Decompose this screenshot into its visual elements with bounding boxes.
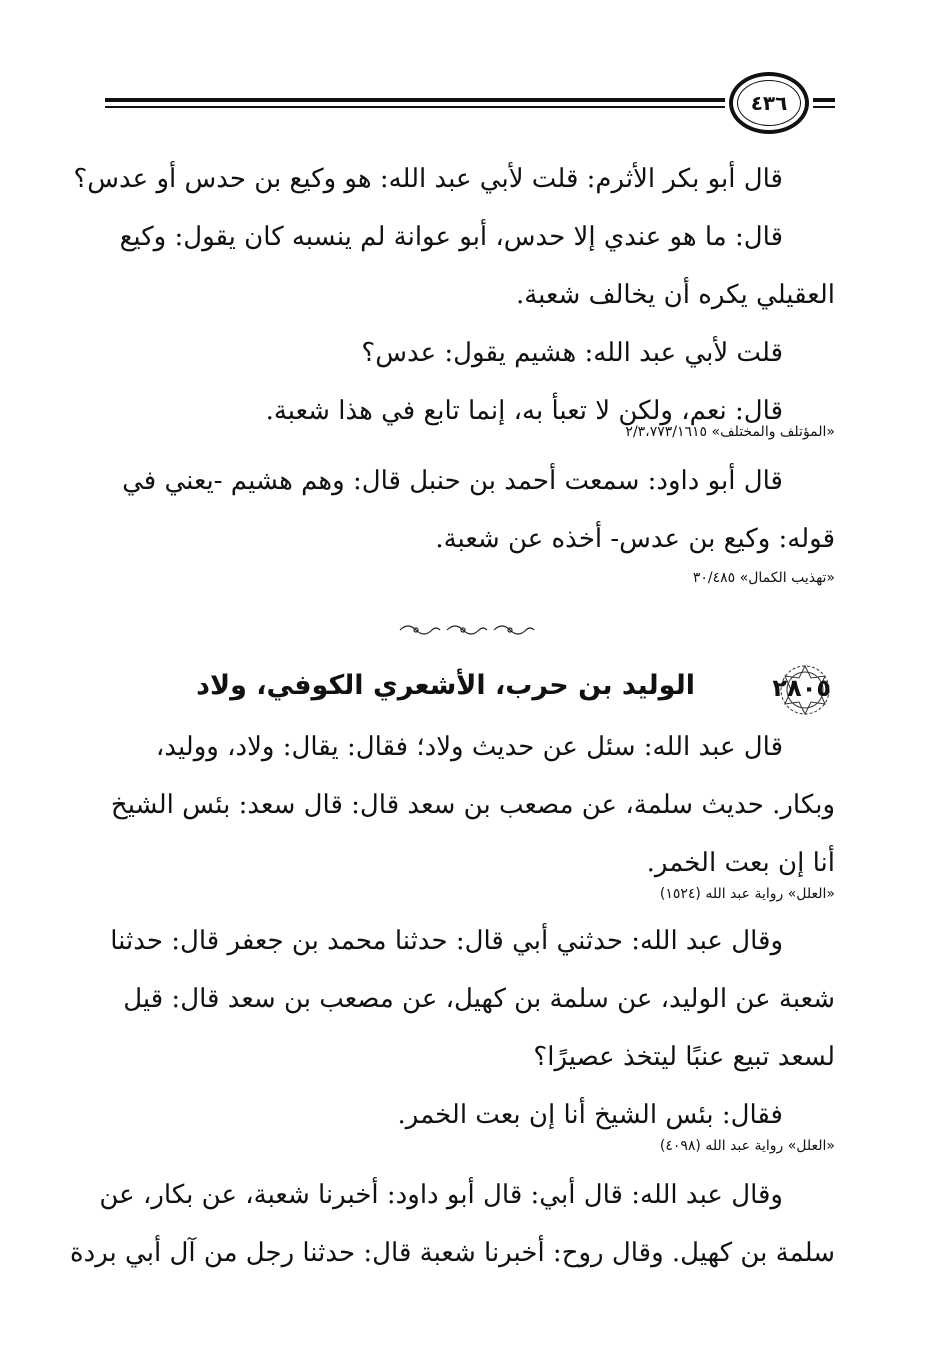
paragraph-block-2	[105, 452, 835, 568]
text-line: قال أبو بكر الأثرم: قلت لأبي عبد الله: هو وكيع بن حدس أو عدس؟	[73, 164, 783, 194]
header-rule	[105, 106, 725, 108]
entry-number: ٢٨٠٥	[772, 674, 831, 702]
text-line: قلت لأبي عبد الله: هشيم يقول: عدس؟	[361, 338, 783, 368]
text-line: قال عبد الله: سئل عن حديث ولاد؛ فقال: يقال: ولاد، ووليد،	[155, 732, 783, 762]
ornament-divider	[395, 622, 545, 638]
header-rule	[813, 106, 835, 108]
source-reference: «العلل» رواية عبد الله (١٥٢٤)	[659, 886, 835, 902]
source-reference: «المؤتلف والمختلف» ٢/٣،٧٧٣/١٦١٥	[625, 424, 835, 440]
text-line: وبكار. حديث سلمة، عن مصعب بن سعد قال: قال سعد: بئس الشيخ	[110, 790, 835, 820]
text-line: قال: نعم، ولكن لا تعبأ به، إنما تابع في هذا شعبة.	[265, 396, 783, 426]
text-line: قال: ما هو عندي إلا حدس، أبو عوانة لم ينسبه كان يقول: وكيع	[119, 222, 783, 252]
paragraph-block-4	[105, 912, 835, 1144]
header-rule	[813, 98, 835, 102]
entry-heading	[105, 662, 835, 718]
header-rule	[105, 98, 725, 102]
entry-badge	[772, 662, 835, 718]
text-line: وقال عبد الله: حدثني أبي قال: حدثنا محمد بن جعفر قال: حدثنا	[110, 926, 783, 956]
page-header	[105, 72, 835, 136]
text-line: فقال: بئس الشيخ أنا إن بعت الخمر.	[397, 1100, 783, 1130]
text-line: شعبة عن الوليد، عن سلمة بن كهيل، عن مصعب بن سعد قال: قيل	[123, 984, 835, 1014]
text-line: وقال عبد الله: قال أبي: قال أبو داود: أخبرنا شعبة، عن بكار، عن	[99, 1180, 783, 1210]
text-line: العقيلي يكره أن يخالف شعبة.	[515, 280, 835, 310]
text-line: أنا إن بعت الخمر.	[646, 848, 835, 878]
text-line: قوله: وكيع بن عدس- أخذه عن شعبة.	[435, 524, 835, 554]
text-line: لسعد تبيع عنبًا ليتخذ عصيرًا؟	[533, 1042, 835, 1072]
paragraph-block-5	[70, 1166, 835, 1282]
entry-title: الوليد بن حرب، الأشعري الكوفي، ولاد	[196, 670, 695, 701]
source-reference: «تهذيب الكمال» ٣٠/٤٨٥	[692, 570, 835, 586]
text-line: سلمة بن كهيل. وقال روح: أخبرنا شعبة قال: حدثنا رجل من آل أبي بردة	[70, 1238, 835, 1268]
text-line: قال أبو داود: سمعت أحمد بن حنبل قال: وهم هشيم -يعني في	[122, 466, 783, 496]
paragraph-block-3	[105, 718, 835, 892]
paragraph-block-1	[73, 150, 835, 440]
source-reference: «العلل» رواية عبد الله (٤٠٩٨)	[659, 1138, 835, 1154]
page-number: ٤٣٦	[729, 72, 809, 134]
ornament-icon	[395, 622, 545, 638]
